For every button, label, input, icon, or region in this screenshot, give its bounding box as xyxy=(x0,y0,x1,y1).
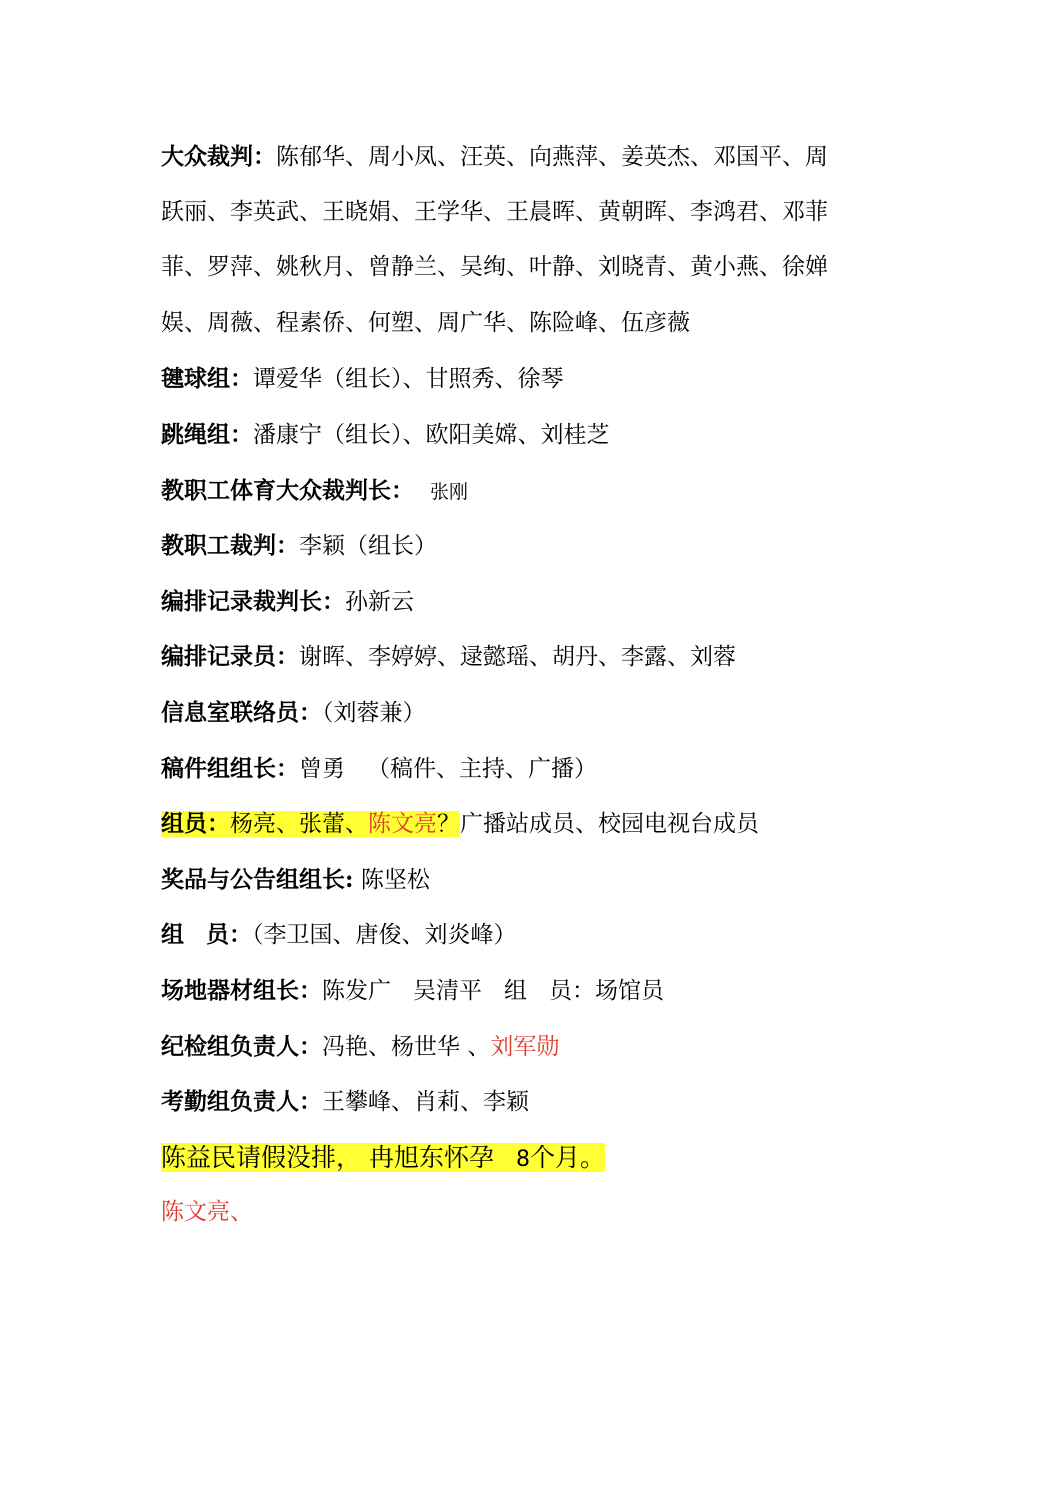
recorders-line xyxy=(161,629,891,685)
manuscript-line xyxy=(161,741,891,797)
discipline-names: 冯艳、杨世华 xyxy=(322,1033,460,1060)
members-highlight xyxy=(161,811,460,837)
rope-value: 潘康宁（组长）、欧阳美嫦、刘桂芝 xyxy=(253,421,610,448)
prize-line xyxy=(161,852,891,908)
liaison-line xyxy=(161,685,891,741)
attendance-line xyxy=(161,1074,891,1130)
venue-members-a: 组 xyxy=(504,977,527,1004)
note-line xyxy=(161,1130,891,1186)
discipline-red-name: 刘军勋 xyxy=(490,1033,560,1060)
members-question-mark: ？ xyxy=(437,811,460,838)
manuscript-name: 曾勇 xyxy=(299,755,345,782)
referees-line-1 xyxy=(161,129,891,185)
prize-members-line xyxy=(161,907,891,963)
referees-line-3 xyxy=(161,240,891,296)
attendance-value: 王攀峰、肖莉、李颖 xyxy=(322,1089,529,1116)
shuttlecock-label: 毽球组： xyxy=(161,365,253,393)
liaison-value: （刘蓉兼） xyxy=(322,699,426,726)
attendance-label: 考勤组负责人： xyxy=(161,1088,322,1116)
shuttlecock-line xyxy=(161,351,891,407)
venue-line xyxy=(161,963,891,1019)
members-line xyxy=(161,796,891,852)
staff-chief-label: 教职工体育大众裁判长： xyxy=(161,476,414,504)
record-chief-value: 孙新云 xyxy=(345,588,414,615)
discipline-label: 纪检组负责人： xyxy=(161,1032,322,1060)
note-part-2: 冉旭东怀孕 xyxy=(368,1142,494,1172)
referees-names-2: 跃丽、李英武、王晓娟、王学华、王晨晖、黄朝晖、李鸿君、邓菲 xyxy=(161,198,828,225)
staff-chief-line xyxy=(161,463,891,519)
recorders-label: 编排记录员： xyxy=(161,643,299,671)
manuscript-label: 稿件组组长： xyxy=(161,754,299,782)
referees-line-4 xyxy=(161,296,891,352)
members-label: 组员： xyxy=(161,810,230,838)
prize-value: 陈坚松 xyxy=(360,866,430,893)
venue-members-b: 员：场馆员 xyxy=(549,977,664,1004)
referees-names-1: 陈郁华、周小凤、汪英、向燕萍、姜英杰、邓国平、周 xyxy=(276,144,828,170)
record-chief-label: 编排记录裁判长： xyxy=(161,587,345,615)
venue-label: 场地器材组长： xyxy=(161,976,322,1004)
prize-members-label-b: 员： xyxy=(206,921,252,949)
recorders-value: 谢晖、李婷婷、逯懿瑶、胡丹、李露、刘蓉 xyxy=(299,644,736,671)
note-part-3: 个月。 xyxy=(529,1142,605,1172)
venue-name-1: 陈发广 xyxy=(322,977,391,1004)
staff-referee-line xyxy=(161,518,891,574)
rope-label: 跳绳组： xyxy=(161,420,253,448)
staff-referee-value: 李颖（组长） xyxy=(299,533,437,560)
discipline-line xyxy=(161,1019,891,1075)
referees-names-3: 菲、罗萍、姚秋月、曾静兰、吴绚、叶静、刘晓青、黄小燕、徐婵 xyxy=(161,254,828,281)
record-chief-line xyxy=(161,574,891,630)
rope-line xyxy=(161,407,891,463)
note-part-1: 陈益民请假没排， xyxy=(161,1142,362,1172)
note-number: 8 xyxy=(515,1146,530,1172)
manuscript-note: （稿件、主持、广播） xyxy=(367,755,597,782)
liaison-label: 信息室联络员： xyxy=(161,698,322,726)
referees-names-4: 娱、周薇、程素侨、何塑、周广华、陈险峰、伍彦薇 xyxy=(161,309,690,336)
prize-members-label-a: 组 xyxy=(161,921,184,949)
members-red-name: 陈文亮 xyxy=(368,811,437,838)
footer-red-name: 陈文亮、 xyxy=(161,1199,253,1226)
venue-name-2: 吴清平 xyxy=(413,977,482,1004)
members-rest: 广播站成员、校园电视台成员 xyxy=(460,811,759,838)
footer-red-line xyxy=(161,1185,891,1241)
referees-label: 大众裁判： xyxy=(161,143,276,170)
members-names: 杨亮、张蕾、 xyxy=(230,811,368,838)
staff-chief-value: 张刚 xyxy=(430,480,469,503)
referees-line-2 xyxy=(161,185,891,241)
note-highlight xyxy=(161,1143,605,1172)
document-body xyxy=(161,129,891,1241)
staff-referee-label: 教职工裁判： xyxy=(161,532,299,560)
shuttlecock-value: 谭爱华（组长）、甘照秀、徐琴 xyxy=(253,366,564,393)
prize-label: 奖品与公告组组长: xyxy=(161,865,354,893)
discipline-sep: 、 xyxy=(467,1033,491,1060)
prize-members-value: （李卫国、唐俊、刘炎峰） xyxy=(252,922,517,949)
